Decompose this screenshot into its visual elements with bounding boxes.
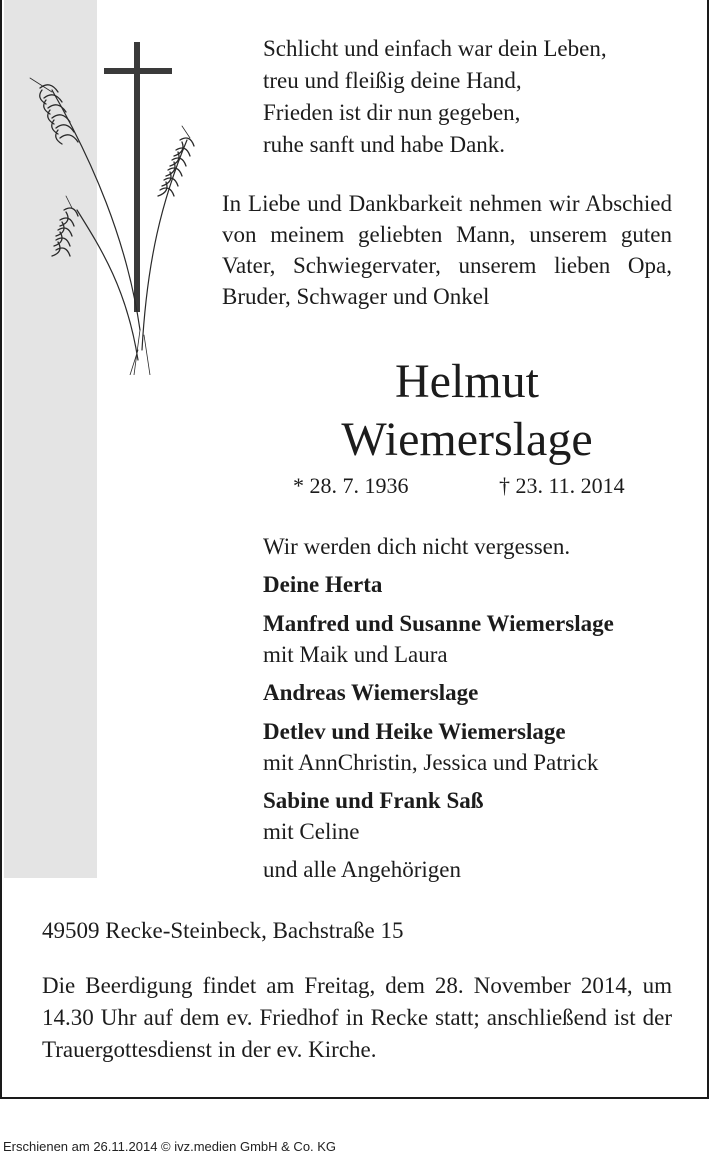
intro-paragraph: In Liebe und Dankbarkeit nehmen wir Abschied von meinem geliebten Mann, unserem guten Vater, Schwiegervater, unserem lieben Opa, Bruder, Schwager und Onkel: [222, 191, 672, 309]
mourner-line: mit Maik und Laura: [263, 642, 448, 667]
mourner-line: und alle Angehörigen: [263, 857, 462, 882]
death-date: † 23. 11. 2014: [499, 473, 625, 498]
deceased-last-name: Wiemerslage: [341, 413, 593, 466]
birth-date: * 28. 7. 1936: [293, 473, 409, 498]
deceased-first-name: Helmut: [395, 355, 539, 408]
poem-line: Schlicht und einfach war dein Leben,: [263, 36, 607, 61]
mourner-line: Sabine und Frank Saß: [263, 788, 484, 813]
mourner-line: Andreas Wiemerslage: [263, 680, 479, 705]
closing-line: Wir werden dich nicht vergessen.: [263, 534, 571, 559]
publication-footer: Erschienen am 26.11.2014 © ivz.medien GmbH & Co. KG: [3, 1139, 337, 1154]
mourner-line: Deine Herta: [263, 572, 383, 597]
mourner-line: mit AnnChristin, Jessica und Patrick: [263, 750, 599, 775]
mourner-line: Manfred und Susanne Wiemerslage: [263, 611, 614, 636]
mourner-line: mit Celine: [263, 819, 360, 844]
mourner-line: Detlev und Heike Wiemerslage: [263, 719, 566, 744]
cross-with-wheat-icon: [22, 30, 212, 375]
poem-line: ruhe sanft und habe Dank.: [263, 132, 506, 157]
funeral-details: Die Beerdigung findet am Freitag, dem 28. November 2014, um 14.30 Uhr auf dem ev. Friedhof in Recke statt; anschließend ist der Trauergottesdienst in der ev. Kirche.: [42, 973, 672, 1062]
address: 49509 Recke-Steinbeck, Bachstraße 15: [42, 918, 404, 943]
poem-line: Frieden ist dir nun gegeben,: [263, 100, 521, 125]
deceased-name: [267, 353, 667, 469]
memorial-poem: [263, 33, 607, 161]
poem-line: treu und fleißig deine Hand,: [263, 68, 522, 93]
